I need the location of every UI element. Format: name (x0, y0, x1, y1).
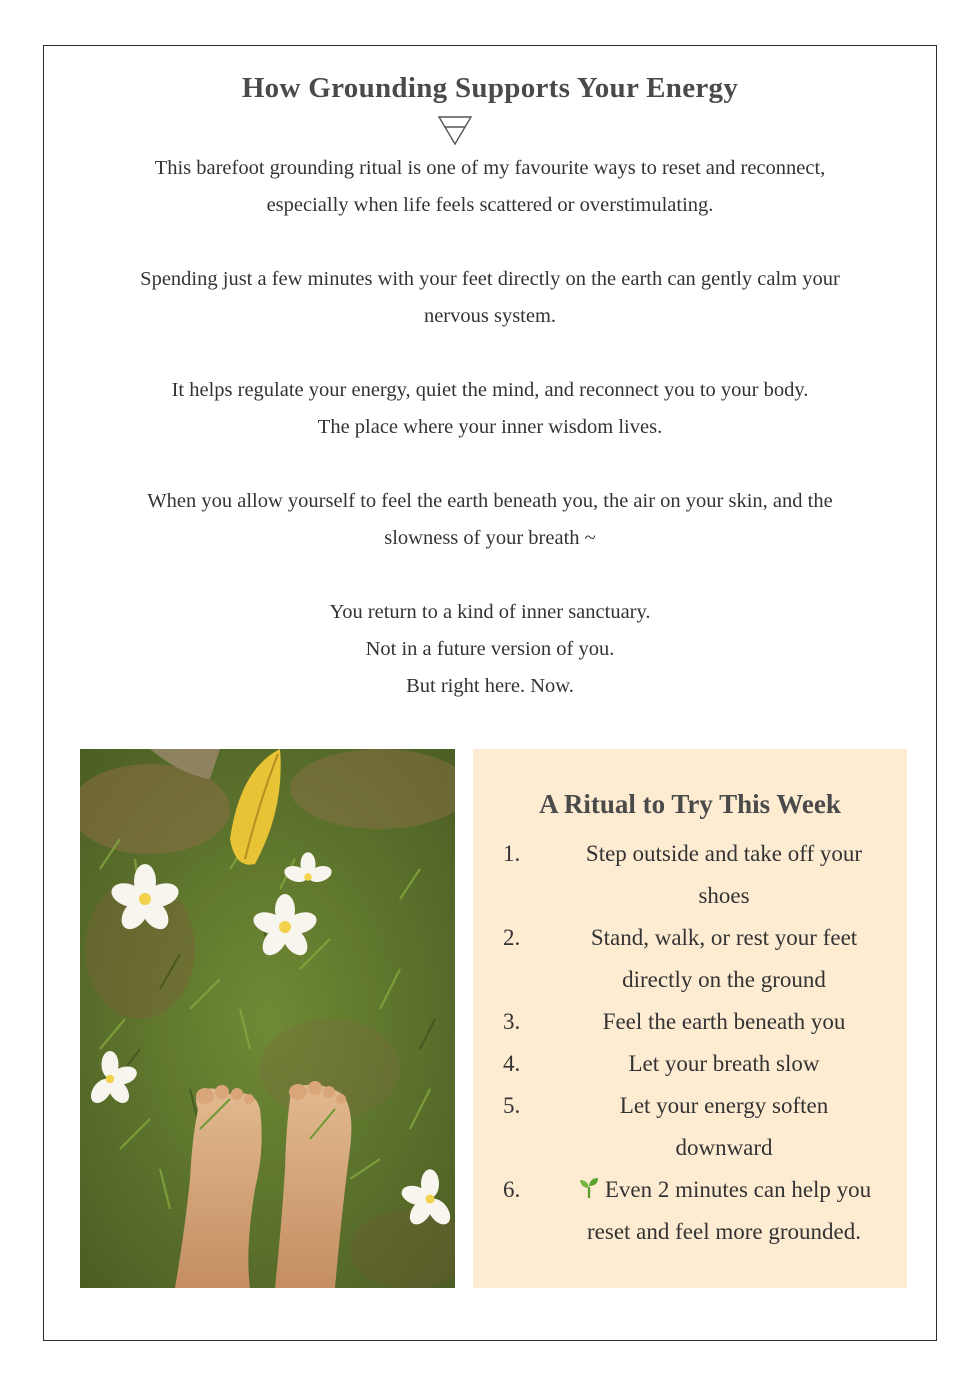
list-item (503, 1085, 893, 1169)
intro-line: You return to a kind of inner sanctuary. (329, 601, 651, 623)
step-text: downward (675, 1135, 773, 1160)
intro-line: slowness of your breath ~ (384, 527, 596, 549)
intro-line: It helps regulate your energy, quiet the mind, and reconnect you to your body. (171, 379, 809, 401)
barefoot-grass-flowers-photo (80, 749, 455, 1288)
intro-text (60, 150, 920, 705)
intro-line: When you allow yourself to feel the earth beneath you, the air on your skin, and the (147, 490, 833, 512)
step-text: Stand, walk, or rest your feet (590, 925, 858, 950)
step-number: 6. (503, 1177, 521, 1202)
step-text: Feel the earth beneath you (602, 1009, 846, 1034)
list-item (503, 1001, 893, 1043)
step-text: Step outside and take off your (585, 841, 863, 866)
step-number: 3. (503, 1009, 521, 1034)
step-text: shoes (698, 883, 750, 908)
intro-line: Not in a future version of you. (365, 638, 615, 660)
step-text: directly on the ground (622, 967, 826, 992)
step-text: Even 2 minutes can help you (604, 1177, 872, 1202)
step-number: 4. (503, 1051, 521, 1076)
step-number: 5. (503, 1093, 521, 1118)
earth-element-symbol-icon (437, 114, 473, 146)
ritual-steps-list (503, 833, 893, 1253)
intro-line: especially when life feels scattered or overstimulating. (266, 194, 714, 216)
step-text: reset and feel more grounded. (587, 1219, 861, 1244)
intro-line: Spending just a few minutes with your feet directly on the earth can gently calm your (140, 268, 840, 290)
intro-line: nervous system. (423, 305, 557, 327)
step-text: Let your energy soften (619, 1093, 829, 1118)
list-item (503, 1169, 893, 1253)
intro-line: This barefoot grounding ritual is one of my favourite ways to reset and reconnect, (154, 157, 826, 179)
step-number: 2. (503, 925, 521, 950)
list-item (503, 917, 893, 1001)
ritual-panel (473, 749, 907, 1288)
list-item (503, 833, 893, 917)
list-item (503, 1043, 893, 1085)
step-text: Let your breath slow (628, 1051, 820, 1076)
ritual-title: A Ritual to Try This Week (539, 789, 841, 819)
page-title: How Grounding Supports Your Energy (241, 72, 739, 104)
seedling-icon (577, 1176, 601, 1200)
intro-line: But right here. Now. (406, 675, 574, 697)
step-number: 1. (503, 841, 521, 866)
intro-line: The place where your inner wisdom lives. (317, 416, 663, 438)
